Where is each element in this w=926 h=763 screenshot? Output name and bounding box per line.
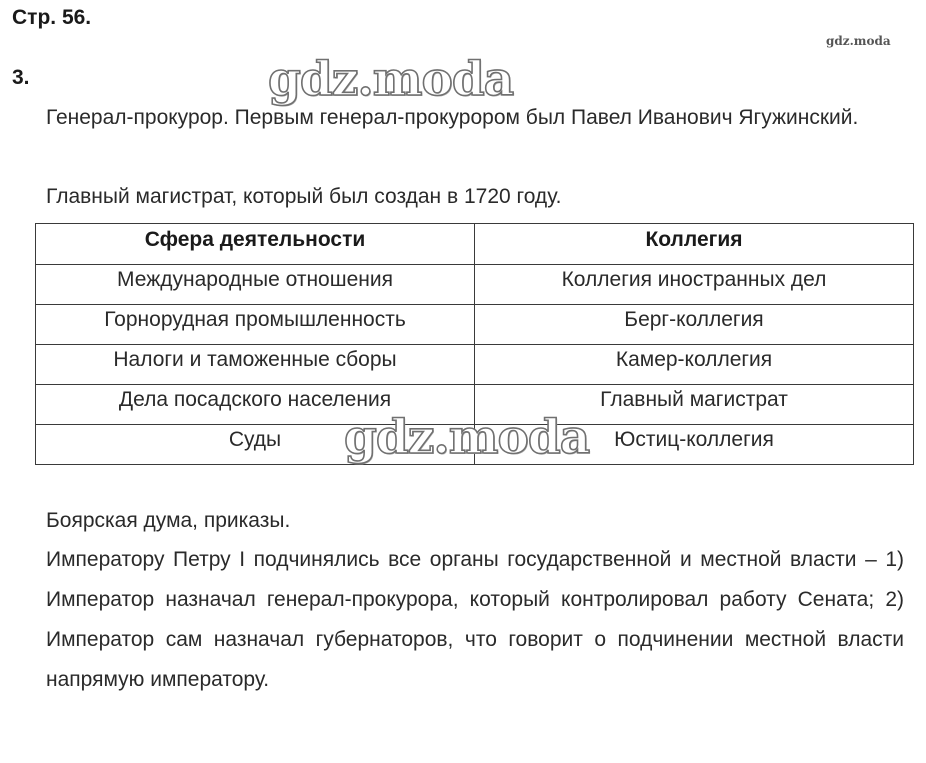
table-cell-collegium: Камер-коллегия [475,345,914,385]
table-cell-sphere: Дела посадского населения [36,385,475,425]
table-cell-sphere: Международные отношения [36,265,475,305]
watermark-logo: gdz.moda [344,410,590,465]
answer-paragraph-3: Боярская дума, приказы. [46,509,291,532]
table-header-cell: Сфера деятельности [36,224,475,265]
table-row [36,265,914,305]
table-cell-collegium: Юстиц-коллегия [475,425,914,465]
page-label: Стр. 56. [12,6,92,29]
watermark-small: gdz.moda [826,34,891,48]
answer-paragraph-4: Императору Петру I подчинялись все органы государственной и местной власти – 1) Император назначал генерал-прокурора, который контролировал работу Сената; 2) Император сам назначал губернаторов, что говорит о подчинении местной власти напрямую императору. [46,548,904,691]
table-row [36,305,914,345]
table-cell-sphere: Налоги и таможенные сборы [36,345,475,385]
table-header-row [36,224,914,265]
table-cell-collegium: Берг-коллегия [475,305,914,345]
answer-paragraph-2: Главный магистрат, который был создан в 1720 году. [46,185,562,208]
table-header-cell: Коллегия [475,224,914,265]
table-cell-collegium: Главный магистрат [475,385,914,425]
watermark-logo: gdz.moda [268,52,514,107]
table-cell-sphere: Суды [36,425,475,465]
answer-paragraph-1: Генерал-прокурор. Первым генерал-прокурором был Павел Иванович Ягужинский. [46,106,859,129]
table-row [36,345,914,385]
task-number: 3. [12,66,30,89]
table-cell-sphere: Горнорудная промышленность [36,305,475,345]
table-cell-collegium: Коллегия иностранных дел [475,265,914,305]
